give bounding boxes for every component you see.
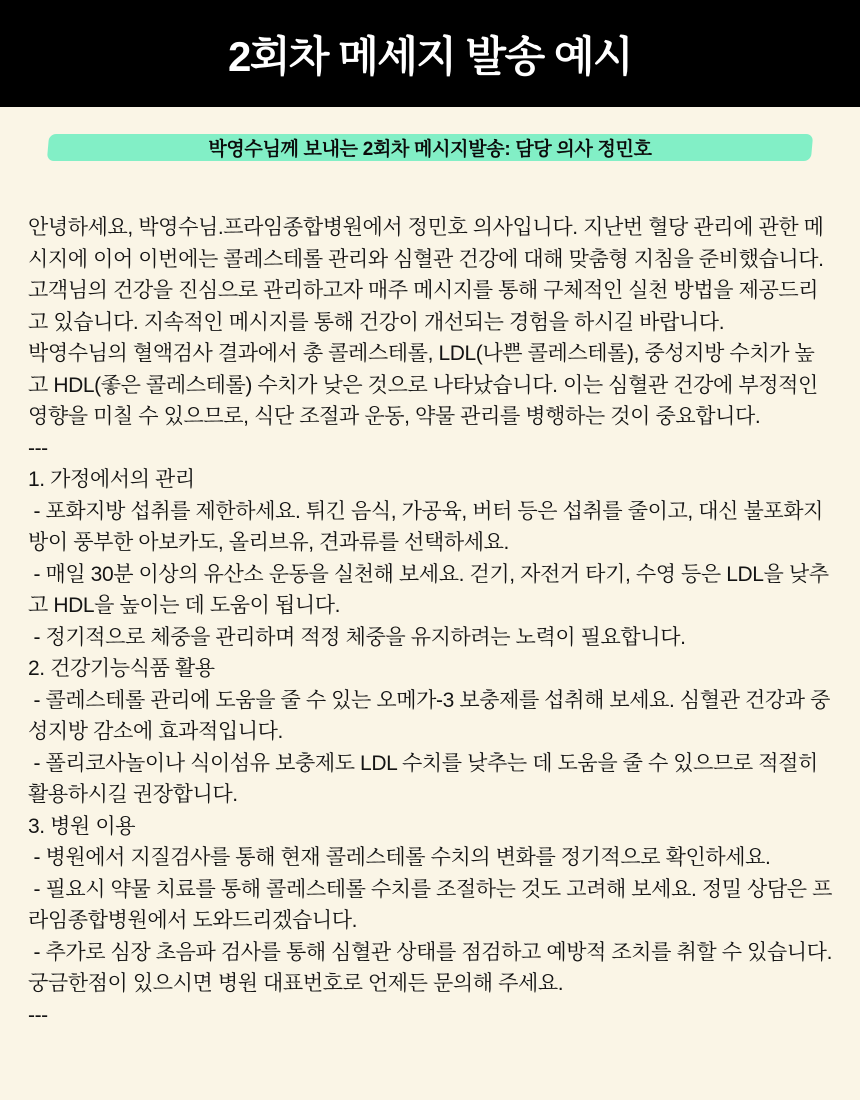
- message-line: - 추가로 심장 초음파 검사를 통해 심혈관 상태를 점검하고 예방적 조치를 취할 수 있습니다.궁금한점이 있으시면 병원 대표번호로 언제든 문의해 주세요.: [28, 940, 833, 995]
- banner-label: 박영수님께 보내는 2회차 메시지발송: 담당 의사 정민호: [208, 139, 652, 160]
- message-line: 3. 병원 이용: [28, 814, 136, 838]
- recipient-banner: [48, 134, 812, 161]
- header: [0, 0, 860, 107]
- message-line: ---: [28, 436, 48, 460]
- message-line: - 병원에서 지질검사를 통해 현재 콜레스테롤 수치의 변화를 정기적으로 확인하세요.: [28, 846, 771, 869]
- message-line: - 포화지방 섭취를 제한하세요. 튀긴 음식, 가공육, 버터 등은 섭취를 줄이고, 대신 불포화지방이 풍부한 아보카도, 올리브유, 견과류를 선택하세요.: [28, 499, 823, 554]
- message-line: - 정기적으로 체중을 관리하며 적정 체중을 유지하려는 노력이 필요합니다.: [28, 625, 686, 649]
- page-title: 2회차 메세지 발송 예시: [227, 32, 632, 80]
- message-body: [0, 161, 860, 1031]
- message-line: - 폴리코사놀이나 식이섬유 보충제도 LDL 수치를 낮추는 데 도움을 줄 수 있으므로 적절히 활용하시길 권장합니다.: [28, 751, 824, 806]
- message-line: 박영수님의 혈액검사 결과에서 총 콜레스테롤, LDL(나쁜 콜레스테롤), 중성지방 수치가 높고 HDL(좋은 콜레스테롤) 수치가 낮은 것으로 나타났습니다. 이는 심혈관 건강에 부정적인 영향을 미칠 수 있으므로, 식단 조절과 운동, 약물 관리를 병행하는 것이 중요합니다.: [28, 342, 824, 428]
- message-line: - 필요시 약물 치료를 통해 콜레스테롤 수치를 조절하는 것도 고려해 보세요. 정밀 상담은 프라임종합병원에서 도와드리겠습니다.: [28, 877, 833, 932]
- message-line: 2. 건강기능식품 활용: [28, 657, 215, 680]
- message-line: - 콜레스테롤 관리에 도움을 줄 수 있는 오메가-3 보충제를 섭취해 보세요. 심혈관 건강과 중성지방 감소에 효과적입니다.: [28, 688, 830, 743]
- message-line: 1. 가정에서의 관리: [28, 468, 195, 491]
- message-line: ---: [28, 1003, 48, 1027]
- message-line: - 매일 30분 이상의 유산소 운동을 실천해 보세요. 걷기, 자전거 타기, 수영 등은 LDL을 낮추고 HDL을 높이는 데 도움이 됩니다.: [28, 562, 829, 617]
- message-line: 안녕하세요, 박영수님.프라임종합병원에서 정민호 의사입니다. 지난번 혈당 관리에 관한 메시지에 이어 이번에는 콜레스테롤 관리와 심혈관 건강에 대해 맞춤형 지침을 준비했습니다.고객님의 건강을 진심으로 관리하고자 매주 메시지를 통해 구체적인 실천 방법을 제공드리고 있습니다. 지속적인 메시지를 통해 건강이 개선되는 경험을 하시길 바랍니다.: [28, 216, 824, 334]
